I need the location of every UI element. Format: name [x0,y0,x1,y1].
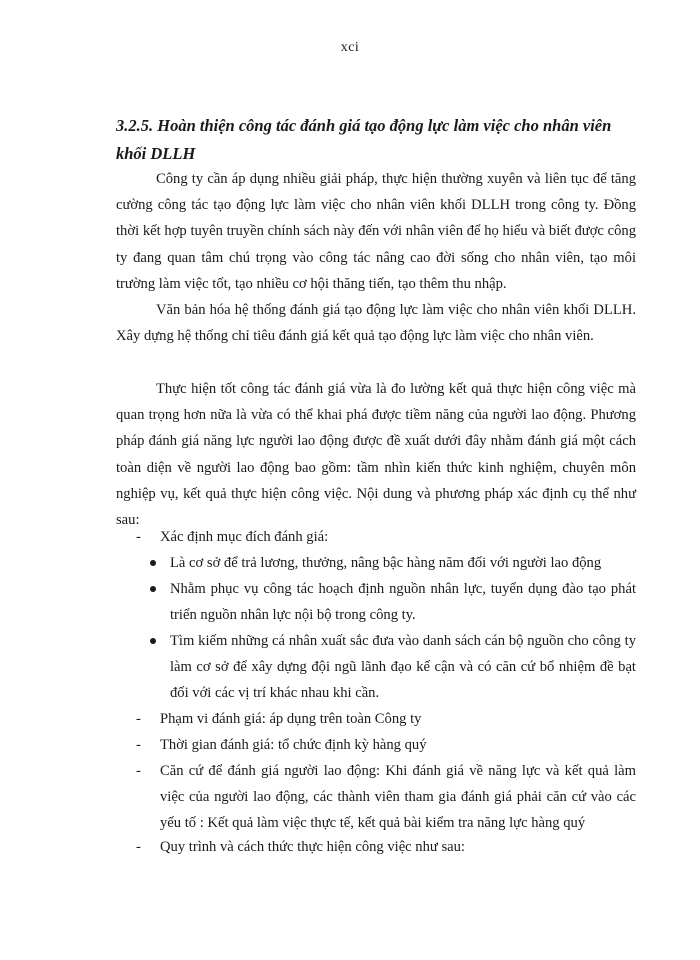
bullet-item-2-text: Nhằm phục vụ công tác hoạch định nguồn nhân lực, tuyển dụng đào tạo phát triển nguồn nhân lực nội bộ trong công ty. [170,581,636,624]
bullet-item-3 [150,628,636,707]
list-item-basis-text: Căn cứ để đánh giá người lao động: Khi đánh giá về năng lực và kết quả làm việc của người lao động, các thành viên tham gia đánh giá phải căn cứ vào các yếu tố : Kết quả làm việc thực tế, kết quả bài kiểm tra năng lực hàng quý [160,763,636,832]
bullet-icon [150,586,156,592]
bullet-icon [150,560,156,566]
list-item-basis [136,758,636,837]
list-item-purpose [136,524,636,550]
dash-marker: - [136,839,141,855]
paragraph-3-text: Thực hiện tốt công tác đánh giá vừa là đo lường kết quả thực hiện công việc mà quan trọng hơn nữa là vừa có thể khai phá được tiềm năng của người lao động. Phương pháp đánh giá năng lực người lao động được đề xuất dưới đây nhằm đánh giá một cách toàn diện về người lao động bao gồm: tầm nhìn kiến thức kinh nghiệm, chuyên môn nghiệp vụ, kết quả thực hiện công việc. Nội dung và phương pháp xác định cụ thể như sau: [116,381,636,529]
list-item-purpose-text: Xác định mục đích đánh giá: [160,529,329,545]
paragraph-1-text: Công ty cần áp dụng nhiều giải pháp, thực hiện thường xuyên và liên tục để tăng cường công tác tạo động lực làm việc cho nhân viên khối DLLH trong công ty. Đồng thời kết hợp tuyên truyền chính sách này đến với nhân viên để họ hiểu và biết được công ty đang quan tâm chú trọng vào công tác nâng cao đời sống cho nhân viên, tạo môi trường làm việc tốt, tạo nhiều cơ hội thăng tiến, tạo thêm thu nhập. [116,171,636,292]
paragraph-1 [116,166,636,297]
bullet-item-3-text: Tìm kiếm những cá nhân xuất sắc đưa vào danh sách cán bộ nguồn cho công ty làm cơ sở để xây dựng đội ngũ lãnh đạo kế cận và có căn cứ bổ nhiệm đề bạt đối với các vị trí khác nhau khi cần. [170,633,636,702]
bullet-item-2 [150,576,636,628]
bullet-icon [150,638,156,644]
paragraph-2-text: Văn bản hóa hệ thống đánh giá tạo động lực làm việc cho nhân viên khối DLLH. Xây dựng hệ thống chỉ tiêu đánh giá kết quả tạo động lực làm việc cho nhân viên. [116,302,636,345]
paragraph-2 [116,297,636,349]
page-number: xci [340,40,360,55]
list-item-scope [136,706,636,732]
bullet-item-1-text: Là cơ sở để trả lương, thưởng, nâng bậc hàng năm đối với người lao động [170,555,602,571]
dash-marker: - [136,711,141,727]
paragraph-3 [116,376,636,533]
list-item-time-text: Thời gian đánh giá: tổ chức định kỳ hàng quý [160,737,427,753]
dash-marker: - [136,529,141,545]
list-item-process [136,834,636,860]
dash-marker: - [136,763,141,779]
dash-marker: - [136,737,141,753]
list-item-process-text: Quy trình và cách thức thực hiện công việc như sau: [160,839,465,855]
list-item-scope-text: Phạm vi đánh giá: áp dụng trên toàn Công ty [160,711,422,727]
section-heading: 3.2.5. Hoàn thiện công tác đánh giá tạo động lực làm việc cho nhân viên khối DLLH [116,116,612,163]
list-item-time [136,732,636,758]
bullet-item-1 [150,550,636,576]
